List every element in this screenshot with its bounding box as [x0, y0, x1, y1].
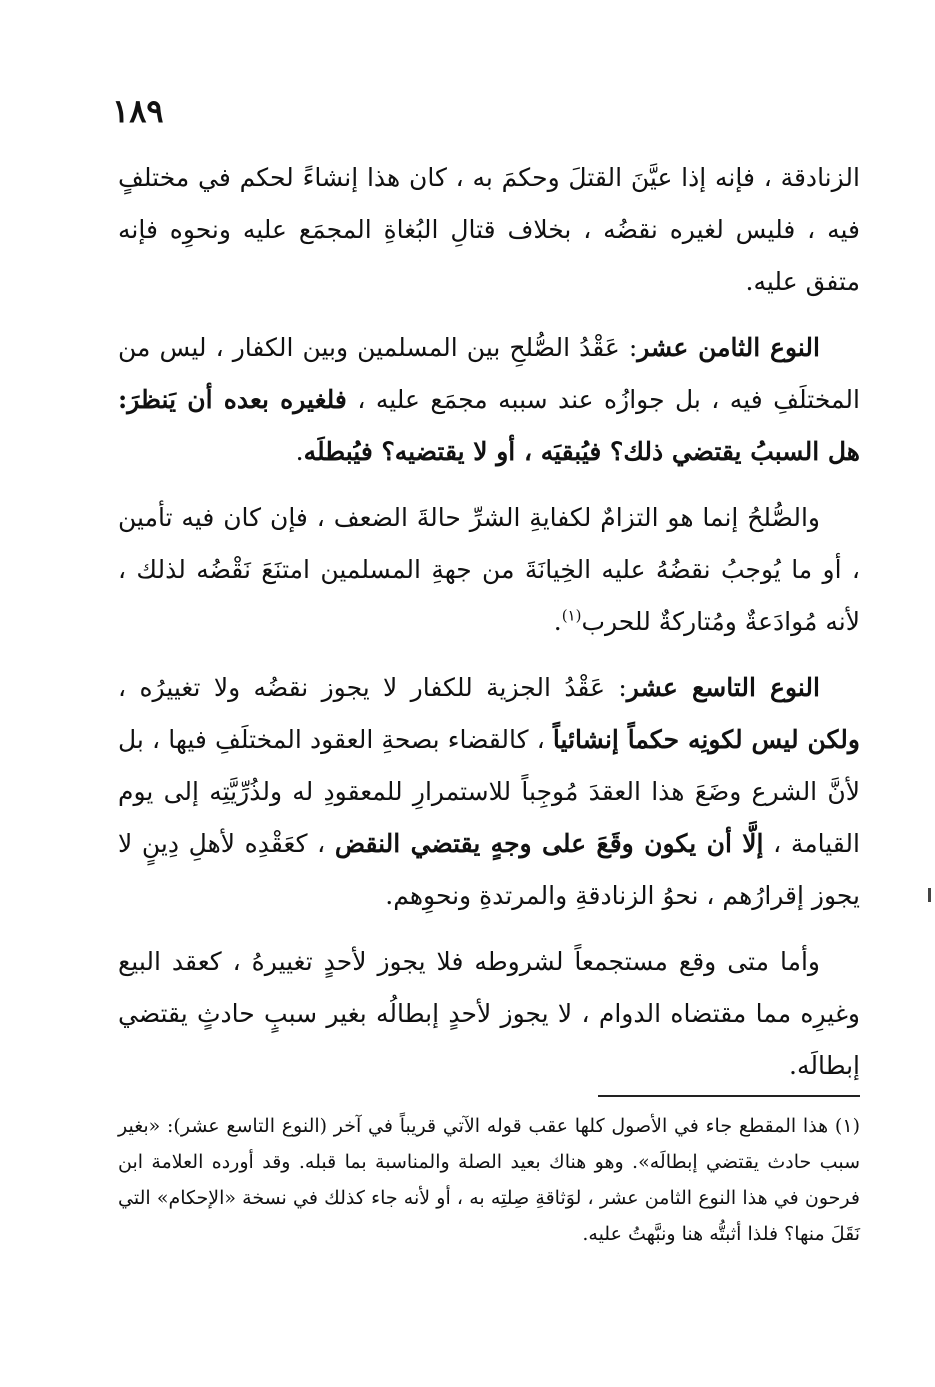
paragraph-2: [118, 322, 860, 478]
paragraph-5-text: وأما متى وقع مستجمعاً لشروطه فلا يجوز لأحدٍ تغييرهُ ، كعقد البيع وغيرِه مما مقتضاه الدوام ، لا يجوز لأحدٍ إبطالُه بغير سببٍ حادثٍ يقتضي إبطالَه.: [118, 947, 860, 1080]
paragraph-3-end: .: [553, 607, 562, 636]
paragraph-1: [118, 152, 860, 308]
footnote-1: (١) هذا المقطع جاء في الأصول كلها عقب قوله الآتي قريباً في آخر (النوع التاسع عشر): «بغير سبب حادث يقتضي إبطالَه». وهو هناك بعيد الصلة والمناسبة بما قبله. وقد أورده العلامة ابن فرحون في هذا النوع الثامن عشر ، لوَثاقةِ صِلتِه به ، أو لأنه جاء كذلك في نسخة «الإحكام» التي نَقَلَ منها؟ فلذا أثبتُّه هنا ونبَّهتُ عليه.: [118, 1115, 860, 1245]
paragraph-4-text-a: : عَقْدُ الجزية للكفار لا يجوز نقضُه ولا تغييرُه ،: [118, 673, 627, 702]
section-heading-19: النوع التاسع عشر: [626, 673, 820, 702]
scan-edge-mark: [928, 888, 931, 902]
section-heading-18: النوع الثامن عشر: [637, 333, 820, 362]
page-number: ١٨٩: [112, 92, 164, 130]
paragraph-4-emphasis-a: ولكن ليس لكونِه حكماً إنشائياً: [552, 725, 860, 754]
paragraph-3-text: والصُّلحُ إنما هو التزامٌ لكفايةِ الشرِّ حالةَ الضعف ، فإن كان فيه تأمين ، أو ما يُوجبُ نقضُهُ عليه الخِيانَةَ من جهةِ المسلمين امتنَعَ نَقْضُه لذلك ، لأنه مُوادَعةٌ ومُتاركةٌ للحرب: [118, 503, 860, 636]
footnotes: [118, 1108, 860, 1252]
paragraph-4: [118, 662, 860, 922]
paragraph-4-emphasis-b: إلَّا أن يكون وقَعَ على وجهٍ يقتضي النقض: [334, 829, 764, 858]
paragraph-2-text: : عَقْدُ الصُّلحِ بين المسلمين وبين الكفار ، ليس من المختلَفِ فيه ، بل جوازُه عند سببه مجمَع عليه ،: [118, 333, 860, 414]
paragraph-3: [118, 492, 860, 648]
paragraph-2-end: .: [295, 437, 304, 466]
paragraph-4-text-b: ، كالقضاء بصحةِ العقود المختلَفِ فيها ، بل لأنَّ الشرع وضَعَ هذا العقدَ مُوجِباً للاستمرارِ للمعقودِ له ولذُرِّيَّتِه إلى يوم القيامة ،: [118, 725, 860, 858]
paragraph-4-text-c: ، كعَقْدِه لأهلِ دِينٍ لا يجوز إقرارُهم ، نحوُ الزنادقةِ والمرتدةِ ونحوِهم.: [118, 829, 860, 910]
paragraph-2-emphasis: فلغيره بعده أن يَنظرَ: هل السببُ يقتضي ذلك؟ فيُبقيَه ، أو لا يقتضيه؟ فيُبطلَه: [118, 385, 860, 466]
main-text: [118, 152, 860, 1102]
paragraph-5: [118, 936, 860, 1092]
footnote-reference[interactable]: (١): [561, 606, 582, 625]
paragraph-1-text: الزنادقة ، فإنه إذا عيَّنَ القتلَ وحكمَ به ، كان هذا إنشاءً لحكم في مختلفٍ فيه ، فليس لغيره نقضُه ، بخلاف قتالِ البُغاةِ المجمَع عليه ونحوِه فإنه متفق عليه.: [118, 163, 860, 296]
footnote-divider: [598, 1095, 860, 1097]
